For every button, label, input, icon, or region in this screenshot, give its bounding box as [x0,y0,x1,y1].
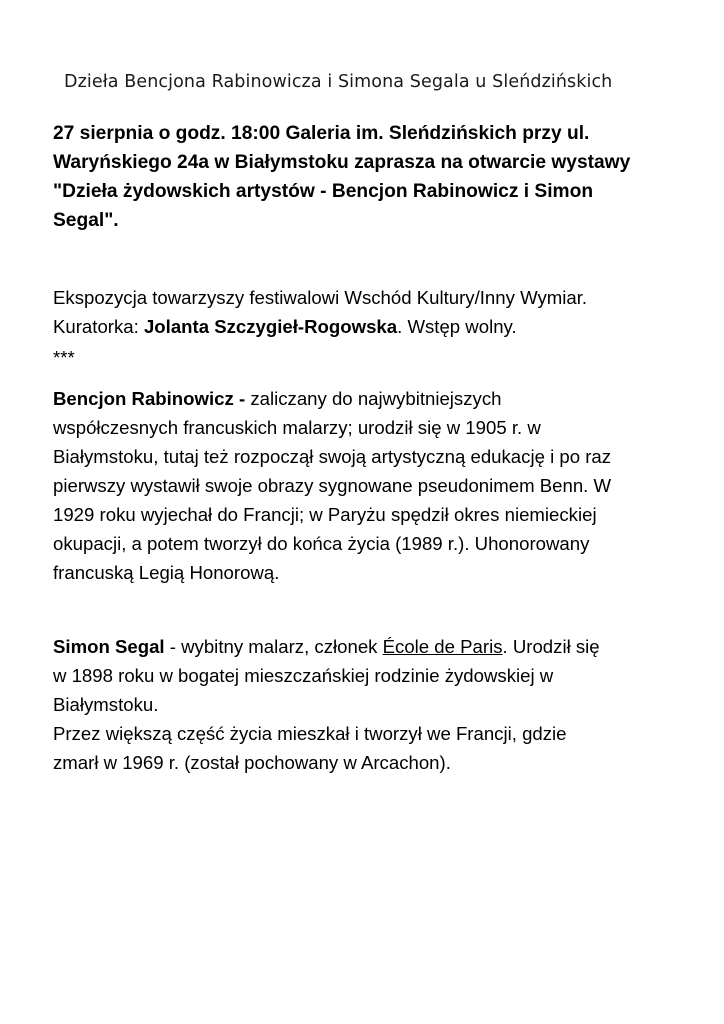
lead-line: 27 sierpnia o godz. 18:00 Galeria im. Sleńdzińskich przy ul. [53,123,590,144]
segal-line: Przez większą część życia mieszkał i tworzył we Francji, gdzie [53,723,567,744]
admission-text: . Wstęp wolny. [397,316,517,337]
segal-line: Białymstoku. [53,694,159,715]
exhibition-paragraph [53,283,678,341]
curator-name: Jolanta Szczygieł-Rogowska [143,316,398,337]
rabinowicz-name: Bencjon Rabinowicz - [53,388,251,409]
segal-text: . Urodził się [502,636,600,657]
exhibition-line: Ekspozycja towarzyszy festiwalowi Wschód Kultury/Inny Wymiar. [53,287,588,308]
rabinowicz-paragraph [53,384,678,587]
lead-line: Waryńskiego 24a w Białymstoku zaprasza na otwarcie wystawy [53,152,631,173]
segal-line: w 1898 roku w bogatej mieszczańskiej rodzinie żydowskiej w [53,665,554,686]
rabinowicz-line: francuską Legią Honorową. [53,562,280,583]
segal-paragraph [53,632,678,777]
lead-paragraph [53,119,673,235]
segal-name: Simon Segal [53,636,165,657]
segal-line: zmarł w 1969 r. (został pochowany w Arcachon). [53,752,451,773]
rabinowicz-line: okupacji, a potem tworzył do końca życia (1989 r.). Uhonorowany [53,533,590,554]
lead-line: Segal". [53,210,119,231]
curator-line [53,312,678,341]
rabinowicz-line [53,384,678,413]
curator-label: Kuratorka: [53,316,144,337]
document-title: Dzieła Bencjona Rabinowicza i Simona Segala u Sleńdzińskich [64,72,613,92]
section-separator: *** [53,347,75,368]
segal-line [53,632,678,661]
rabinowicz-line: Białymstoku, tutaj też rozpoczął swoją artystyczną edukację i po raz [53,446,612,467]
ecole-de-paris-link[interactable]: École de Paris [382,636,503,657]
rabinowicz-line: 1929 roku wyjechał do Francji; w Paryżu spędził okres niemieckiej [53,504,597,525]
rabinowicz-text: zaliczany do najwybitniejszych [250,388,502,409]
segal-text: - wybitny malarz, członek [164,636,383,657]
lead-line: "Dzieła żydowskich artystów - Bencjon Rabinowicz i Simon [53,181,594,202]
rabinowicz-line: współczesnych francuskich malarzy; urodził się w 1905 r. w [53,417,541,438]
rabinowicz-line: pierwszy wystawił swoje obrazy sygnowane pseudonimem Benn. W [53,475,612,496]
